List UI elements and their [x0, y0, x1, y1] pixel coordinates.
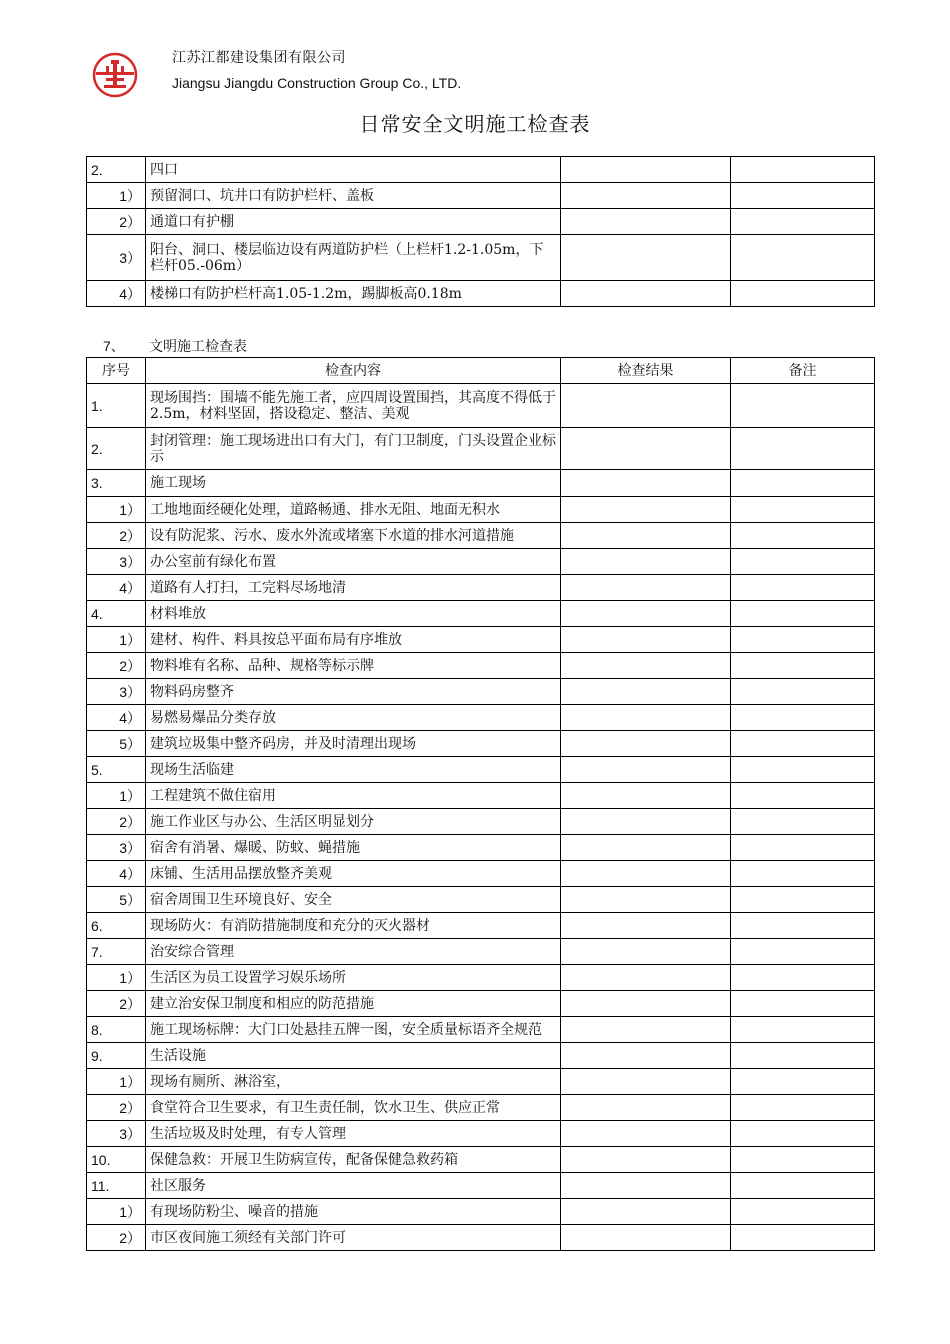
note-cell[interactable]: [731, 601, 875, 627]
note-cell[interactable]: [731, 835, 875, 861]
result-cell[interactable]: [561, 157, 731, 183]
row-number: 1）: [87, 1199, 146, 1225]
result-cell[interactable]: [561, 731, 731, 757]
note-cell[interactable]: [731, 913, 875, 939]
note-cell[interactable]: [731, 1173, 875, 1199]
row-number: 3）: [87, 1121, 146, 1147]
table-row: [87, 1147, 875, 1173]
row-content: 物料码房整齐: [146, 679, 561, 705]
civilized-construction-table: [86, 357, 875, 1251]
row-content: 生活垃圾及时处理，有专人管理: [146, 1121, 561, 1147]
result-cell[interactable]: [561, 939, 731, 965]
result-cell[interactable]: [561, 809, 731, 835]
row-number: 3）: [87, 679, 146, 705]
result-cell[interactable]: [561, 1173, 731, 1199]
table-row: [87, 523, 875, 549]
result-cell[interactable]: [561, 1017, 731, 1043]
row-content: 建筑垃圾集中整齐码房，并及时清理出现场: [146, 731, 561, 757]
row-number: 1）: [87, 627, 146, 653]
table-row: [87, 965, 875, 991]
table-row: [87, 209, 875, 235]
table-row: [87, 653, 875, 679]
row-content: 易燃易爆品分类存放: [146, 705, 561, 731]
result-cell[interactable]: [561, 835, 731, 861]
row-number: 7.: [87, 939, 146, 965]
row-content: 通道口有护棚: [146, 209, 561, 235]
result-cell[interactable]: [561, 470, 731, 497]
row-number: 8.: [87, 1017, 146, 1043]
row-number: 2）: [87, 809, 146, 835]
table-row: [87, 384, 875, 428]
note-cell[interactable]: [731, 965, 875, 991]
table-row: [87, 757, 875, 783]
note-cell[interactable]: [731, 549, 875, 575]
result-cell[interactable]: [561, 384, 731, 428]
row-content: 施工现场: [146, 470, 561, 497]
note-cell[interactable]: [731, 679, 875, 705]
result-cell[interactable]: [561, 679, 731, 705]
result-cell[interactable]: [561, 549, 731, 575]
row-number: 4）: [87, 281, 146, 307]
table-row: [87, 939, 875, 965]
row-content: 现场围挡：围墙不能先施工者，应四周设置围挡，其高度不得低于2.5m，材料坚固，搭设稳定、整洁、美观: [146, 384, 561, 428]
header-result: 检查结果: [561, 358, 731, 384]
row-content: 物料堆有名称、品种、规格等标示牌: [146, 653, 561, 679]
row-content: 工地地面经硬化处理，道路畅通、排水无阻、地面无积水: [146, 497, 561, 523]
row-number: 2）: [87, 1225, 146, 1251]
table-row: [87, 183, 875, 209]
row-number: 1）: [87, 965, 146, 991]
row-number: 3）: [87, 835, 146, 861]
table-row: [87, 913, 875, 939]
result-cell[interactable]: [561, 523, 731, 549]
table-row: [87, 281, 875, 307]
row-number: 4）: [87, 705, 146, 731]
row-content: 生活设施: [146, 1043, 561, 1069]
note-cell[interactable]: [731, 1225, 875, 1251]
row-content: 封闭管理：施工现场进出口有大门，有门卫制度，门头设置企业标示: [146, 428, 561, 470]
row-number: 4）: [87, 861, 146, 887]
company-logo-icon: [92, 52, 138, 98]
row-number: 2）: [87, 523, 146, 549]
table-row: [87, 601, 875, 627]
table-row: [87, 157, 875, 183]
note-cell[interactable]: [731, 627, 875, 653]
company-name-en: Jiangsu Jiangdu Construction Group Co., LTD.: [172, 75, 462, 91]
row-number: 5.: [87, 757, 146, 783]
row-content: 治安综合管理: [146, 939, 561, 965]
note-cell[interactable]: [731, 1095, 875, 1121]
note-cell[interactable]: [731, 384, 875, 428]
note-cell[interactable]: [731, 705, 875, 731]
row-number: 1）: [87, 1069, 146, 1095]
row-number: 2）: [87, 653, 146, 679]
table-row: [87, 679, 875, 705]
section-title: 文明施工检查表: [149, 339, 247, 355]
table-row: [87, 991, 875, 1017]
note-cell[interactable]: [731, 731, 875, 757]
result-cell[interactable]: [561, 887, 731, 913]
result-cell[interactable]: [561, 281, 731, 307]
note-cell[interactable]: [731, 470, 875, 497]
table-row: [87, 1121, 875, 1147]
row-content: 道路有人打扫，工完料尽场地清: [146, 575, 561, 601]
row-number: 5）: [87, 887, 146, 913]
note-cell[interactable]: [731, 183, 875, 209]
result-cell[interactable]: [561, 601, 731, 627]
row-content: 建立治安保卫制度和相应的防范措施: [146, 991, 561, 1017]
result-cell[interactable]: [561, 428, 731, 470]
table-row: [87, 1225, 875, 1251]
result-cell[interactable]: [561, 1199, 731, 1225]
row-content: 床铺、生活用品摆放整齐美观: [146, 861, 561, 887]
result-cell[interactable]: [561, 1147, 731, 1173]
row-number: 11.: [87, 1173, 146, 1199]
note-cell[interactable]: [731, 783, 875, 809]
table-row: [87, 705, 875, 731]
row-number: 4.: [87, 601, 146, 627]
page-title: 日常安全文明施工检查表: [359, 112, 591, 136]
row-number: 9.: [87, 1043, 146, 1069]
four-openings-table: [86, 156, 875, 307]
row-number: 1.: [87, 384, 146, 428]
row-content: 食堂符合卫生要求，有卫生责任制，饮水卫生、供应正常: [146, 1095, 561, 1121]
result-cell[interactable]: [561, 497, 731, 523]
row-content: 楼梯口有防护栏杆高1.05-1.2m，踢脚板高0.18m: [146, 281, 561, 307]
note-cell[interactable]: [731, 991, 875, 1017]
note-cell[interactable]: [731, 1069, 875, 1095]
row-number: 3.: [87, 470, 146, 497]
note-cell[interactable]: [731, 1017, 875, 1043]
result-cell[interactable]: [561, 705, 731, 731]
table-row: [87, 575, 875, 601]
note-cell[interactable]: [731, 523, 875, 549]
note-cell[interactable]: [731, 575, 875, 601]
result-cell[interactable]: [561, 1069, 731, 1095]
table-row: [87, 835, 875, 861]
note-cell[interactable]: [731, 1121, 875, 1147]
section-number: 7、: [103, 338, 125, 354]
note-cell[interactable]: [731, 887, 875, 913]
result-cell[interactable]: [561, 183, 731, 209]
note-cell[interactable]: [731, 157, 875, 183]
row-content: 市区夜间施工须经有关部门许可: [146, 1225, 561, 1251]
row-number: 2）: [87, 209, 146, 235]
row-content: 施工现场标牌：大门口处悬挂五牌一图，安全质量标语齐全规范: [146, 1017, 561, 1043]
note-cell[interactable]: [731, 809, 875, 835]
row-content: 现场有厕所、淋浴室，: [146, 1069, 561, 1095]
header-content: 检查内容: [146, 358, 561, 384]
company-name-cn: 江苏江都建设集团有限公司: [172, 50, 346, 66]
result-cell[interactable]: [561, 627, 731, 653]
row-number: 1）: [87, 783, 146, 809]
note-cell[interactable]: [731, 653, 875, 679]
row-content: 保健急救：开展卫生防病宣传，配备保健急救药箱: [146, 1147, 561, 1173]
row-number: 1）: [87, 497, 146, 523]
result-cell[interactable]: [561, 783, 731, 809]
note-cell[interactable]: [731, 861, 875, 887]
row-number: 3）: [87, 549, 146, 575]
table-row: [87, 1069, 875, 1095]
note-cell[interactable]: [731, 757, 875, 783]
row-content: 设有防泥浆、污水、废水外流或堵塞下水道的排水河道措施: [146, 523, 561, 549]
result-cell[interactable]: [561, 991, 731, 1017]
table-row: [87, 1017, 875, 1043]
note-cell[interactable]: [731, 1199, 875, 1225]
result-cell[interactable]: [561, 575, 731, 601]
table-row: [87, 235, 875, 281]
note-cell[interactable]: [731, 1043, 875, 1069]
result-cell[interactable]: [561, 209, 731, 235]
note-cell[interactable]: [731, 209, 875, 235]
row-number: 10.: [87, 1147, 146, 1173]
result-cell[interactable]: [561, 1121, 731, 1147]
row-content: 社区服务: [146, 1173, 561, 1199]
result-cell[interactable]: [561, 235, 731, 281]
row-content: 施工作业区与办公、生活区明显划分: [146, 809, 561, 835]
row-content: 现场防火：有消防措施制度和充分的灭火器材: [146, 913, 561, 939]
table-row: [87, 887, 875, 913]
row-content: 工程建筑不做住宿用: [146, 783, 561, 809]
result-cell[interactable]: [561, 653, 731, 679]
table-row: [87, 470, 875, 497]
row-content: 建材、构件、料具按总平面布局有序堆放: [146, 627, 561, 653]
table-row: [87, 1173, 875, 1199]
row-content: 材料堆放: [146, 601, 561, 627]
header-no: 序号: [87, 358, 146, 384]
row-content: 四口: [146, 157, 561, 183]
table-row: [87, 1043, 875, 1069]
row-number: 4）: [87, 575, 146, 601]
result-cell[interactable]: [561, 1225, 731, 1251]
result-cell[interactable]: [561, 861, 731, 887]
row-number: 2.: [87, 428, 146, 470]
table-row: [87, 549, 875, 575]
row-number: 5）: [87, 731, 146, 757]
note-cell[interactable]: [731, 497, 875, 523]
table-row: [87, 428, 875, 470]
row-content: 现场生活临建: [146, 757, 561, 783]
table-row: [87, 627, 875, 653]
table-row: [87, 1095, 875, 1121]
note-cell[interactable]: [731, 428, 875, 470]
row-number: 1）: [87, 183, 146, 209]
row-number: 6.: [87, 913, 146, 939]
row-number: 3）: [87, 235, 146, 281]
row-content: 生活区为员工设置学习娱乐场所: [146, 965, 561, 991]
result-cell[interactable]: [561, 1043, 731, 1069]
table-row: [87, 809, 875, 835]
row-content: 预留洞口、坑井口有防护栏杆、盖板: [146, 183, 561, 209]
row-number: 2）: [87, 1095, 146, 1121]
note-cell[interactable]: [731, 235, 875, 281]
row-number: 2）: [87, 991, 146, 1017]
table-row: [87, 497, 875, 523]
result-cell[interactable]: [561, 913, 731, 939]
table-row: [87, 861, 875, 887]
row-number: 2.: [87, 157, 146, 183]
note-cell[interactable]: [731, 1147, 875, 1173]
row-content: 有现场防粉尘、噪音的措施: [146, 1199, 561, 1225]
result-cell[interactable]: [561, 1095, 731, 1121]
row-content: 阳台、洞口、楼层临边设有两道防护栏（上栏杆1.2-1.05m，下栏杆05.-06m）: [146, 235, 561, 281]
row-content: 宿舍周围卫生环境良好、安全: [146, 887, 561, 913]
header-note: 备注: [731, 358, 875, 384]
table-row: [87, 731, 875, 757]
row-content: 办公室前有绿化布置: [146, 549, 561, 575]
table-header-row: [87, 358, 875, 384]
row-content: 宿舍有消暑、爆暖、防蚊、蝇措施: [146, 835, 561, 861]
note-cell[interactable]: [731, 939, 875, 965]
result-cell[interactable]: [561, 965, 731, 991]
note-cell[interactable]: [731, 281, 875, 307]
table-row: [87, 1199, 875, 1225]
result-cell[interactable]: [561, 757, 731, 783]
table-row: [87, 783, 875, 809]
